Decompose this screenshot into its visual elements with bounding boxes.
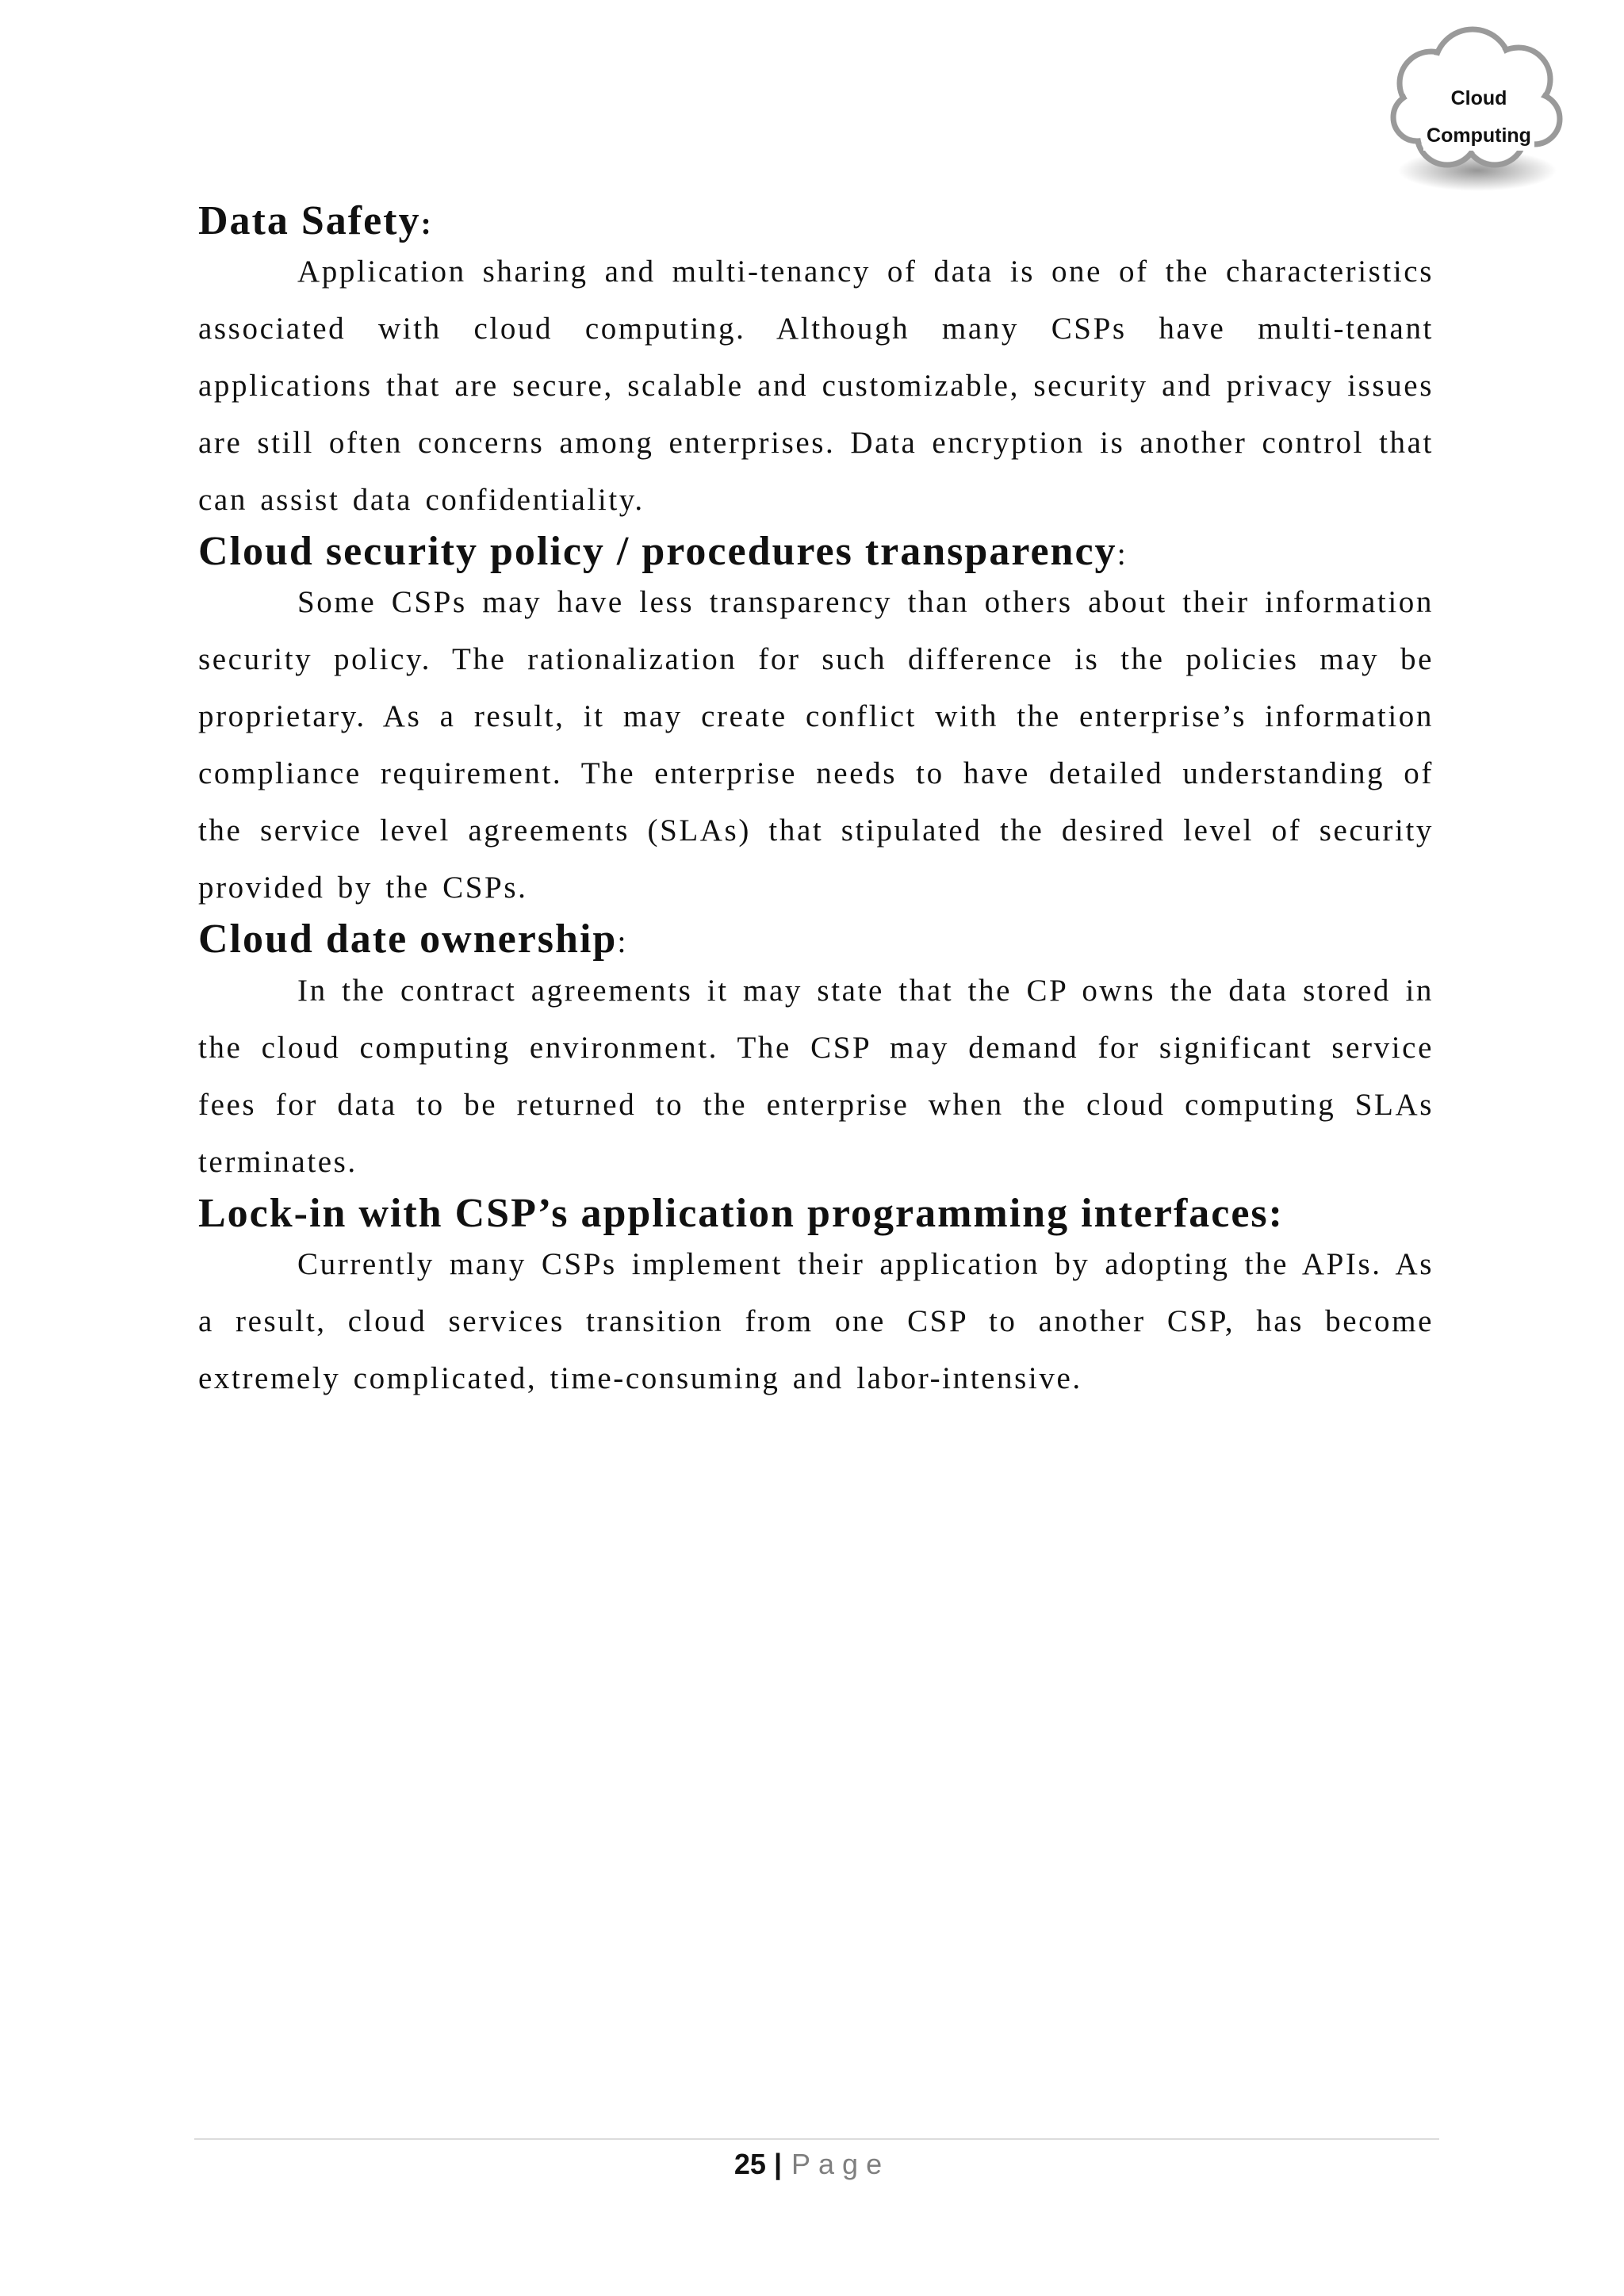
heading-text: Data Safety	[198, 198, 421, 243]
cloud-icon	[1384, 24, 1574, 202]
page-label: Page	[791, 2148, 891, 2180]
section-heading-data-ownership	[198, 916, 1434, 962]
heading-text: Cloud security policy / procedures transparency	[198, 529, 1117, 575]
section-paragraph-policy-transparency: Some CSPs may have less transparency than others about their information security policy. The rationalization for such difference is the policies may be proprietary. As a result, it may create conflict with the enterprise’s information compliance requirement. The enterprise needs to have detailed understanding of the service level agreements (SLAs) that stipulated the desired level of security provided by the CSPs.	[198, 585, 1434, 905]
section-paragraph-data-ownership: In the contract agreements it may state that the CP owns the data stored in the cloud computing environment. The CSP may demand for significant service fees for data to be returned to the enterprise when the cloud computing SLAs terminates.	[198, 973, 1434, 1179]
section-paragraph-data-safety: Application sharing and multi-tenancy of data is one of the characteristics associated with cloud computing. Although many CSPs have multi-tenant applications that are secure, scalable and customizable, security and privacy issues are still often concerns among enterprises. Data encryption is another control that can assist data confidentiality.	[198, 254, 1434, 518]
footer-separator: |	[773, 2148, 783, 2180]
page-number: 25	[733, 2148, 766, 2180]
heading-colon: :	[420, 205, 433, 241]
logo-text-cloud: Cloud	[1450, 87, 1507, 109]
section-heading-policy-transparency	[198, 529, 1434, 574]
page-content	[198, 198, 1434, 1407]
section-heading-api-lock-in	[198, 1191, 1434, 1236]
heading-colon: :	[1116, 536, 1128, 572]
section-heading-data-safety	[198, 198, 1434, 243]
heading-text: Lock-in with CSP’s application programming interfaces	[198, 1190, 1269, 1236]
heading-colon: :	[1268, 1190, 1284, 1236]
page-footer	[0, 2145, 1624, 2184]
section-paragraph-api-lock-in: Currently many CSPs implement their application by adopting the APIs. As a result, cloud services transition from one CSP to another CSP, has become extremely complicated, time-consuming and labor-intensive.	[198, 1246, 1434, 1395]
logo-text-computing: Computing	[1427, 124, 1531, 147]
heading-colon: :	[617, 924, 628, 960]
footer-divider	[194, 2138, 1439, 2140]
cloud-computing-logo	[1384, 24, 1574, 202]
heading-text: Cloud date ownership	[198, 916, 618, 962]
